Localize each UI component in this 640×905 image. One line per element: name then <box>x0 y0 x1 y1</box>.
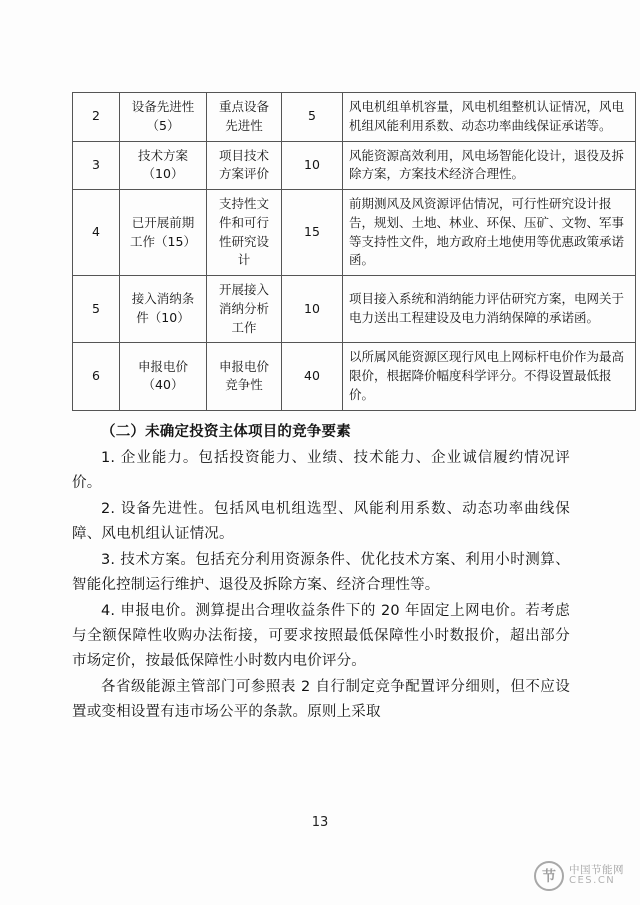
body-paragraph: 3. 技术方案。包括充分利用资源条件、优化技术方案、利用小时测算、智能化控制运行维护、退役及拆除方案、经济合理性等。 <box>72 552 570 594</box>
row-description: 项目接入系统和消纳能力评估研究方案，电网关于电力送出工程建设及电力消纳保障的承诺函。 <box>343 276 636 343</box>
table-row <box>73 93 636 142</box>
watermark-site-name: 中国节能网 <box>569 864 624 877</box>
row-subitem: 项目技术方案评价 <box>207 141 282 190</box>
watermark <box>534 861 624 891</box>
row-subitem: 重点设备先进性 <box>207 93 282 142</box>
row-score: 5 <box>282 93 343 142</box>
page-number: 13 <box>311 815 329 830</box>
row-score: 15 <box>282 190 343 276</box>
row-index: 5 <box>73 276 120 343</box>
row-description: 风电机组单机容量，风电机组整机认证情况，风电机组风能利用系数、动态功率曲线保证承诺等。 <box>343 93 636 142</box>
table-row <box>73 190 636 276</box>
table-row <box>73 141 636 190</box>
table-row <box>73 276 636 343</box>
row-subitem: 支持性文件和可行性研究设计 <box>207 190 282 276</box>
row-dimension: 申报电价（40） <box>120 343 207 410</box>
page-content <box>72 92 625 725</box>
table-body <box>73 93 636 411</box>
watermark-logo-icon: 节 <box>534 861 564 891</box>
row-score: 40 <box>282 343 343 410</box>
row-subitem: 申报电价竞争性 <box>207 343 282 410</box>
body-paragraph: 1. 企业能力。包括投资能力、业绩、技术能力、企业诚信履约情况评价。 <box>72 450 570 492</box>
row-dimension: 技术方案（10） <box>120 141 207 190</box>
row-score: 10 <box>282 276 343 343</box>
watermark-text <box>569 865 624 887</box>
row-description: 以所属风能资源区现行风电上网标杆电价作为最高限价，根据降价幅度科学评分。不得设置最低报价。 <box>343 343 636 410</box>
watermark-site-domain: CES.CN <box>569 875 616 887</box>
row-subitem: 开展接入消纳分析工作 <box>207 276 282 343</box>
row-description: 风能资源高效利用，风电场智能化设计，退役及拆除方案，方案技术经济合理性。 <box>343 141 636 190</box>
competition-scoring-table <box>72 92 636 411</box>
section-heading: （二）未确定投资主体项目的竞争要素 <box>101 423 351 440</box>
row-index: 3 <box>73 141 120 190</box>
row-dimension: 已开展前期工作（15） <box>120 190 207 276</box>
row-index: 4 <box>73 190 120 276</box>
row-dimension: 接入消纳条件（10） <box>120 276 207 343</box>
body-paragraph: 4. 申报电价。测算提出合理收益条件下的 20 年固定上网电价。若考虑与全额保障性收购办法衔接，可要求按照最低保障性小时数报价，超出部分市场定价，按最低保障性小时数内电价评分。 <box>72 603 570 669</box>
row-description: 前期测风及风资源评估情况，可行性研究设计报告，规划、土地、林业、环保、压矿、文物、军事等支持性文件，地方政府土地使用等优惠政策承诺函。 <box>343 190 636 276</box>
table-row <box>73 343 636 410</box>
body-paragraph: 各省级能源主管部门可参照表 2 自行制定竞争配置评分细则，但不应设置或变相设置有违市场公平的条款。原则上采取 <box>72 678 570 720</box>
row-index: 6 <box>73 343 120 410</box>
row-index: 2 <box>73 93 120 142</box>
body-paragraph: 2. 设备先进性。包括风电机组选型、风能利用系数、动态功率曲线保障、风电机组认证情况。 <box>72 501 570 543</box>
row-dimension: 设备先进性（5） <box>120 93 207 142</box>
row-score: 10 <box>282 141 343 190</box>
